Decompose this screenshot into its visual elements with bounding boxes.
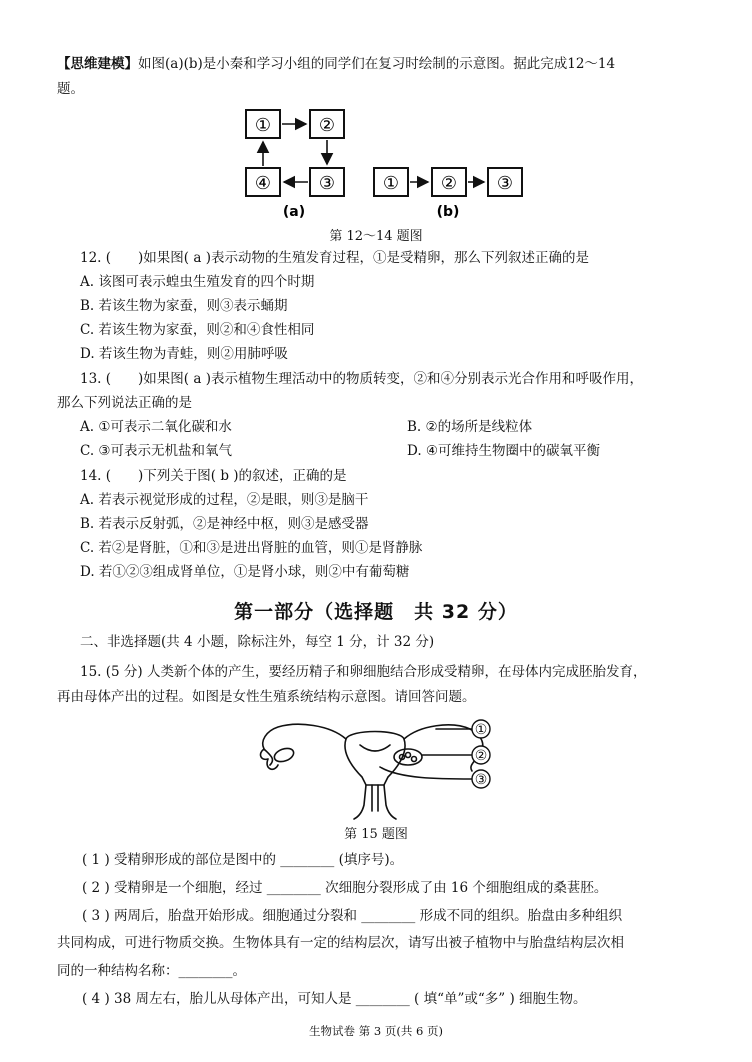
q15-figure-caption: 第 15 题图 — [344, 827, 408, 842]
page-footer: 生物试卷 第 3 页(共 6 页) — [309, 1024, 443, 1038]
q15-sub-3-line-1: ( 3 ) 两周后，胎盘开始形成。细胞通过分裂和 ________ 形成不同的组织。胎盘由多种组织 — [82, 908, 623, 924]
q13-option-a: A. ①可表示二氧化碳和水 — [80, 419, 232, 435]
label-a: (a) — [282, 204, 306, 220]
node-b3: ③ — [496, 173, 514, 194]
q15-sub-1: ( 1 ) 受精卵形成的部位是图中的 ________ (填序号)。 — [82, 852, 404, 868]
node-b2: ② — [440, 173, 458, 194]
q13-stem-2: 那么下列说法正确的是 — [57, 395, 192, 411]
intro-text: 如图(a)(b)是小秦和学习小组的同学们在复习时绘制的示意图。据此完成12～14 — [138, 56, 616, 72]
node-a4: ④ — [254, 173, 272, 194]
q15-sub-3-line-2: 共同构成，可进行物质交换。生物体具有一定的结构层次，请写出被子植物中与胎盘结构层次相 — [57, 935, 624, 951]
node-a2: ② — [318, 115, 336, 136]
section-heading: 第一部分（选择题 共 32 分） — [234, 601, 518, 623]
reproductive-system-figure — [250, 713, 500, 821]
q15-sub-4: ( 4 ) 38 周左右，胎儿从母体产出，可知人是 ________ ( 填“单”或“多” ) 细胞生物。 — [82, 991, 587, 1007]
q14-option-c: C. 若②是肾脏，①和③是进出肾脏的血管，则①是肾静脉 — [80, 540, 423, 556]
q13-option-b: B. ②的场所是线粒体 — [407, 419, 533, 435]
q12-option-d: D. 若该生物为青蛙，则②用肺呼吸 — [80, 346, 288, 362]
q15-sub-2: ( 2 ) 受精卵是一个细胞，经过 ________ 次细胞分裂形成了由 16 个细胞组成的桑葚胚。 — [82, 880, 608, 896]
figure-label-2: ② — [474, 748, 488, 764]
node-b1: ① — [382, 173, 400, 194]
label-b: (b) — [436, 204, 460, 220]
node-a1: ① — [254, 115, 272, 136]
q14-option-a: A. 若表示视觉形成的过程，②是眼，则③是脑干 — [80, 492, 369, 508]
q14-option-d: D. 若①②③组成肾单位，①是肾小球，则②中有葡萄糖 — [80, 564, 410, 580]
intro-tag: 【思维建模】 — [57, 56, 138, 72]
q15-stem-1: 15. (5 分) 人类新个体的产生，要经历精子和卵细胞结合形成受精卵，在母体内完成胚胎发育， — [80, 664, 647, 680]
q12-option-b: B. 若该生物为家蚕，则③表示蛹期 — [80, 298, 288, 314]
q15-sub-3-line-3: 同的一种结构名称：________。 — [57, 963, 246, 979]
figure-label-1: ① — [474, 722, 488, 738]
q12-stem: 12. ( )如果图( a )表示动物的生殖发育过程，①是受精卵，那么下列叙述正确的是 — [80, 250, 589, 266]
intro-line-2: 题。 — [57, 81, 84, 97]
node-a3: ③ — [318, 173, 336, 194]
q14-option-b: B. 若表示反射弧，②是神经中枢，则③是感受器 — [80, 516, 369, 532]
q12-option-c: C. 若该生物为家蚕，则②和④食性相同 — [80, 322, 315, 338]
q15-stem-2: 再由母体产出的过程。如图是女性生殖系统结构示意图。请回答问题。 — [57, 689, 476, 705]
figure-label-3: ③ — [474, 772, 488, 788]
q12-option-a: A. 该图可表示蝗虫生殖发育的四个时期 — [80, 274, 315, 290]
diagram-caption: 第 12～14 题图 — [329, 229, 423, 244]
cycle-diagram — [236, 104, 536, 222]
q13-option-d: D. ④可维持生物圈中的碳氧平衡 — [407, 443, 601, 459]
part2-instructions: 二、非选择题(共 4 小题，除标注外，每空 1 分，计 32 分) — [80, 634, 435, 650]
intro-line-1 — [57, 55, 615, 73]
q13-stem-1: 13. ( )如果图( a )表示植物生理活动中的物质转变，②和④分别表示光合作用和呼吸作用， — [80, 371, 643, 387]
q13-option-c: C. ③可表示无机盐和氧气 — [80, 443, 233, 459]
q14-stem: 14. ( )下列关于图( b )的叙述，正确的是 — [80, 468, 347, 484]
